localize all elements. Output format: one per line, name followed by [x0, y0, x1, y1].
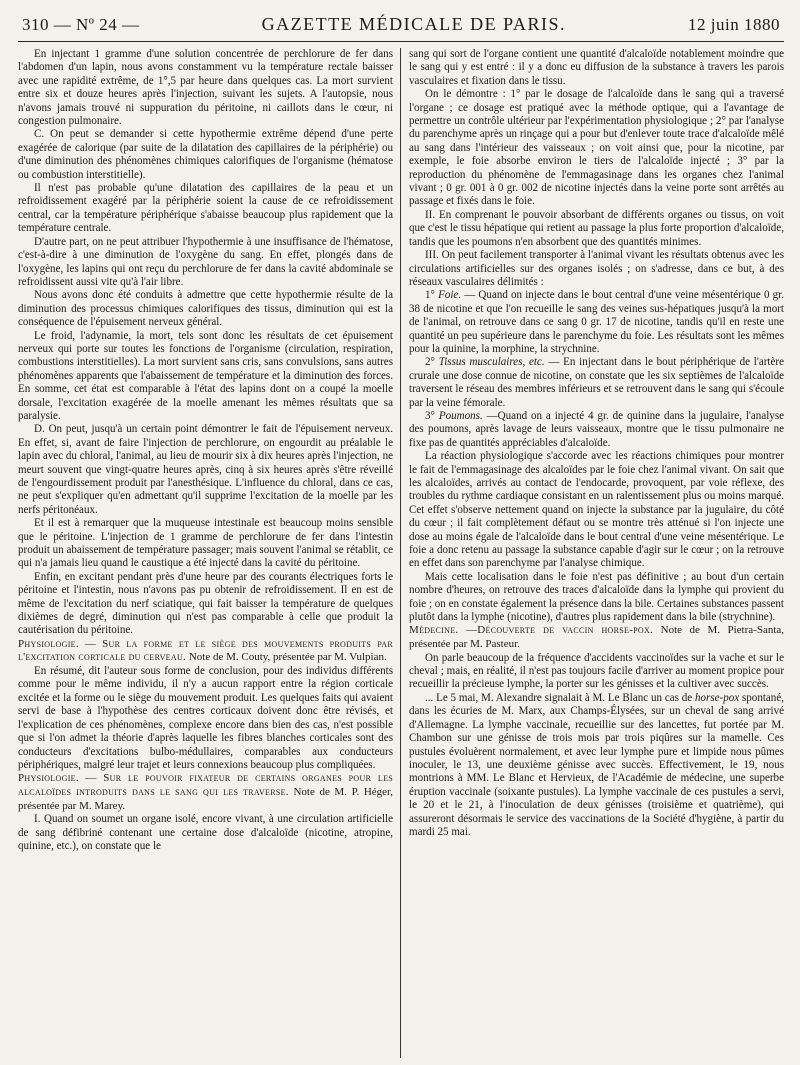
running-header: [18, 14, 784, 42]
left-column: [18, 48, 401, 1058]
item-label: Poumons.: [438, 409, 483, 422]
section-label: Physiologie.: [18, 637, 79, 650]
paragraph: C. On peut se demander si cette hypothermie extrême dépend d'une perte exagérée de calorique (par suite de la dilatation des capillaires de la périphérie) ou d'une diminution des phénomènes chimiques calorifiques de l'organisme (hématose ou combustion interstitielle).: [18, 128, 393, 181]
page-issue-number: 310 — Nº 24 —: [22, 15, 140, 34]
item-label: Foie.: [438, 289, 462, 302]
paragraph: La réaction physiologique s'accorde avec les réactions chimiques pour montrer le fait de l'emmagasinage des alcaloïdes par le foie chez l'animal vivant. On sait que les alcaloïdes, arrivés au contact de l'endocarde, provoquent, par voie réflexe, des troubles du rythme cardiaque consistant en un ralentissement plus ou moins marqué. Cet effet s'observe nettement quand on injecte la substance par la jugulaire, du côté du cœur ; il fait complètement défaut ou se montre très atténué si l'on injecte une dose au moins égale de l'alcaloïde dans le bout central d'une veine mésentérique. Le foie a donc retenu au passage la substance capable d'agir sur le cœur ; on la retrouve en effet dans son parenchyme par l'analyse chimique.: [409, 450, 784, 570]
section-note: Note de M. P. Héger, présentée par M. Marey.: [18, 785, 393, 812]
paragraph: Mais cette localisation dans le foie n'est pas définitive ; au bout d'un certain nombre d'heures, on retrouve des traces d'alcaloïde dans la lymphe qui provient du foie ; on en constate également la présence dans la bile. Certaines substances passent plutôt dans la lymphe (nicotine), d'autres plus rapidement dans la bile (strychnine).: [409, 570, 784, 624]
item-number: 3°: [425, 409, 435, 422]
paragraph-foie: [409, 289, 784, 356]
section-note: Note de M. Couty, présentée par M. Vulpian.: [188, 651, 387, 664]
text-columns: [18, 48, 784, 1058]
paragraph-poumons: [409, 410, 784, 450]
right-column: [401, 48, 784, 1058]
paragraph: D. On peut, jusqu'à un certain point démontrer le fait de l'épuisement nerveux. En effet, si, avant de faire l'injection de perchlorure, on engourdit au préalable le lapin avec du chloral, l'animal, au lieu de mourir six à dix heures après l'injection, ne meurt souvent que vingt-quatre heures après, cinq à six heures après s'être réveillé de l'engourdissement produit par l'anesthésique. L'influence du chloral, dans ce cas, ne peut s'expliquer qu'en admettant qu'il supprime l'excitation de la moelle par les nerfs péritonéaux.: [18, 423, 393, 516]
text-part: ... Le 5 mai, M. Alexandre signalait à M. Le Blanc un cas de: [425, 691, 693, 704]
paragraph-horse-pox: [409, 692, 784, 839]
paragraph: Nous avons donc été conduits à admettre que cette hypothermie résulte de la diminution des processus chimiques calorifiques des tissus, diminution qui est la conséquence de l'épuisement nerveux général.: [18, 289, 393, 329]
section-heading-physiology-1: [18, 638, 393, 665]
paragraph: Le froid, l'adynamie, la mort, tels sont donc les résultats de cet épuisement nerveux qui porte sur toutes les fonctions de l'organisme (circulation, respiration, combustions interstitielles). La mort survient sans cris, sans convulsions, sans autres phénomènes apparents que l'abaissement de température et la diminution des forces. En somme, cet état est comparable à l'état des lapins dont on a coupé la moelle dorsale, l'excitation exagérée de la moelle amenant les mêmes résultats que sa paralysie.: [18, 329, 393, 422]
section-label: Médecine.: [409, 624, 459, 637]
section-title: —Découverte de vaccin horse-pox.: [465, 624, 654, 637]
item-text: — Quand on injecte dans le bout central d'une veine mésentérique 0 gr. 38 de nicotine et que l'on recueille le sang des veines sus-hépatiques jusqu'à la mort de l'animal, on retrouve dans ce sang 0 gr. 17 de nicotine, tandis qu'il en reste une quantité un peu supérieure dans le parenchyme du foie. Les résultats sont les mêmes pour la quinine, la morphine, la strychnine.: [409, 289, 784, 355]
section-heading-medicine: [409, 624, 784, 651]
paragraph: sang qui sort de l'organe contient une quantité d'alcaloïde notablement moindre que le sang qui y est entré : il y a donc eu diffusion de la substance à travers les parois vasculaires et fixation dans le tissu.: [409, 48, 784, 87]
item-label: Tissus musculaires, etc.: [438, 356, 545, 369]
paragraph: Il n'est pas probable qu'une dilatation des capillaires de la peau et un refroidissement exagéré par la périphérie soient la cause de ce refroidissement central, car la température périphérique s'abaisse beaucoup plus rapidement que la température centrale.: [18, 182, 393, 235]
paragraph: II. En comprenant le pouvoir absorbant de différents organes ou tissus, on voit que c'est le tissu hépatique qui retient au passage la plus forte proportion d'alcaloïde, tandis que les poumons n'en absorbent que des quantités minimes.: [409, 208, 784, 248]
paragraph: III. On peut facilement transporter à l'animal vivant les résultats obtenus avec les circulations artificielles sur des organes isolés ; on s'adresse, dans ce but, à des réseaux vasculaires délimités :: [409, 249, 784, 288]
paragraph: Enfin, en excitant pendant près d'une heure par des courants électriques forts le péritoine et l'intestin, nous n'avons pas pu obtenir de refroidissement. Il en est de même de l'excitation du nerf sciatique, qui fait baisser la température de quelques dixièmes de degré, diminution qui n'est pas comparable à celle que produit la cautérisation du péritoine.: [18, 570, 393, 637]
section-label: Physiologie.: [18, 772, 79, 785]
text-part: spontané, dans les écuries de M. Marx, aux Champs-Élysées, sur un cheval de sang arrivé d'Allemagne. La lymphe vaccinale, recueillie sur des lancettes, fut portée par M. Chambon sur une génisse de trois mois par trois piqûres sur la mamelle. Ces pustules évoluèrent normalement, et avec leur lymphe pure et limpide nous pûmes inoculer, le 13, une deuxième génisse avec succès. Effectivement, le 19, nous montrions à MM. Le Blanc et Hervieux, de l'Académie de médecine, une superbe éruption vaccinale (soixante pustules). La lymphe vaccinale de ces pustules a servi, le 20 et le 21, à l'inoculation de deux génisses (troisième et quatrième), qui assureront désormais le service des vaccinations de la Société d'hygiène, à partir du mardi 25 mai.: [409, 691, 784, 838]
paragraph: On le démontre : 1° par le dosage de l'alcaloïde dans le sang qui a traversé l'organe ; ce dosage est pratiqué avec la méthode optique, qui a l'avantage de permettre un contrôle ultérieur par l'expérimentation physiologique ; 2° par l'analyse du parenchyme après un rinçage qui a pour but d'enlever toute trace d'alcaloïde mêlé au sang dans l'intérieur des vaisseaux ; on voit ainsi que, pour la nicotine, par exemple, le foie absorbe environ le tiers de l'alcaloïde injecté ; 3° par la reproduction du phénomène de l'emmagasinage dans les organes chez l'animal vivant ; 0 gr. 001 à 0 gr. 002 de nicotine injectés dans la veine porte sont arrêtés au passage et fixés dans le foie.: [409, 88, 784, 208]
section-heading-physiology-2: [18, 772, 393, 813]
emphasis: horse-pox: [694, 691, 740, 704]
paragraph: On parle beaucoup de la fréquence d'accidents vaccinoïdes sur la vache et sur le cheval ; mais, en réalité, il n'est pas toujours facile d'arriver au moment propice pour recueillir la précieuse lymphe, la porter sur les génisses et la cultiver avec succès.: [409, 651, 784, 691]
paragraph: En injectant 1 gramme d'une solution concentrée de perchlorure de fer dans l'abdomen d'un lapin, nous avons constamment vu la température rectale baisser avec une rapidité extrême, de 1°,5 par heure dans quelques cas. La mort survient entre six et douze heures après l'injection, suivant les sujets. A l'autopsie, nous n'avons jamais trouvé ni suppuration du péritoine, ni caillots dans le cœur, ni congestion pulmonaire.: [18, 48, 393, 128]
paragraph: I. Quand on soumet un organe isolé, encore vivant, à une circulation artificielle de sang défibriné contenant une certaine dose d'alcaloïde (nicotine, atropine, quinine, etc.), on constate que le: [18, 813, 393, 852]
journal-title: GAZETTE MÉDICALE DE PARIS.: [261, 14, 566, 34]
item-number: 1°: [425, 289, 435, 302]
paragraph: D'autre part, on ne peut attribuer l'hypothermie à une insuffisance de l'hématose, c'est-à-dire à une diminution de l'oxygène du sang. En effet, plongés dans de l'oxygène, les lapins qui ont reçu du perchlorure de fer dans la cavité abdominale se refroidissent aussi vite qu'à l'air libre.: [18, 235, 393, 288]
paragraph: Et il est à remarquer que la muqueuse intestinale est beaucoup moins sensible que le péritoine. L'injection de 1 gramme de perchlorure de fer dans l'intestin produit un abaissement de température passager; mais souvent l'animal se rétablit, ce qui n'a jamais lieu quand le caustique a été injecté dans la cavité du péritoine.: [18, 517, 394, 570]
section-title: — Sur le pouvoir fixateur de certains organes pour les alcaloïdes introduits dans le sang qui les traverse.: [18, 772, 394, 798]
section-note: Note de M. Pietra-Santa, présentée par M. Pasteur.: [409, 624, 784, 651]
paragraph: En résumé, dit l'auteur sous forme de conclusion, pour des individus différents comme pour le même individu, il n'y a aucun rapport entre la région corticale excitée et la forme ou le siège du mouvement produit. Les quelques faits qui avaient servi de base à l'hypothèse des centres corticaux doivent donc être révisés, et l'explication de ces phénomènes, complexe encore dans bien des cas, n'est possible que si l'on admet la théorie d'après laquelle les fibres blanches corticales sont des conducteurs d'excitations bulbo-médullaires, comparables aux conducteurs périphériques, malgré leur trajet et leurs connexions beaucoup plus compliquées.: [18, 665, 393, 771]
item-number: 2°: [425, 356, 435, 369]
item-text: — En injectant dans le bout périphérique de l'artère crurale une dose connue de nicotine, on constate que les six septièmes de l'alcaloïde traversent le réseau des membres inférieurs et se retrouvent dans le sang qui s'écoule par la veine fémorale.: [409, 356, 784, 409]
issue-date: 12 juin 1880: [688, 15, 780, 34]
paragraph-tissus: [409, 356, 784, 410]
section-title: — Sur la forme et le siège des mouvements produits par l'excitation corticale du cerveau.: [18, 637, 394, 664]
item-text: —Quand on a injecté 4 gr. de quinine dans la jugulaire, l'analyse des poumons, après lavage de leurs vaisseaux, montre que le tissu pulmonaire ne fixe pas de quantités appréciables d'alcaloïde.: [409, 409, 784, 449]
